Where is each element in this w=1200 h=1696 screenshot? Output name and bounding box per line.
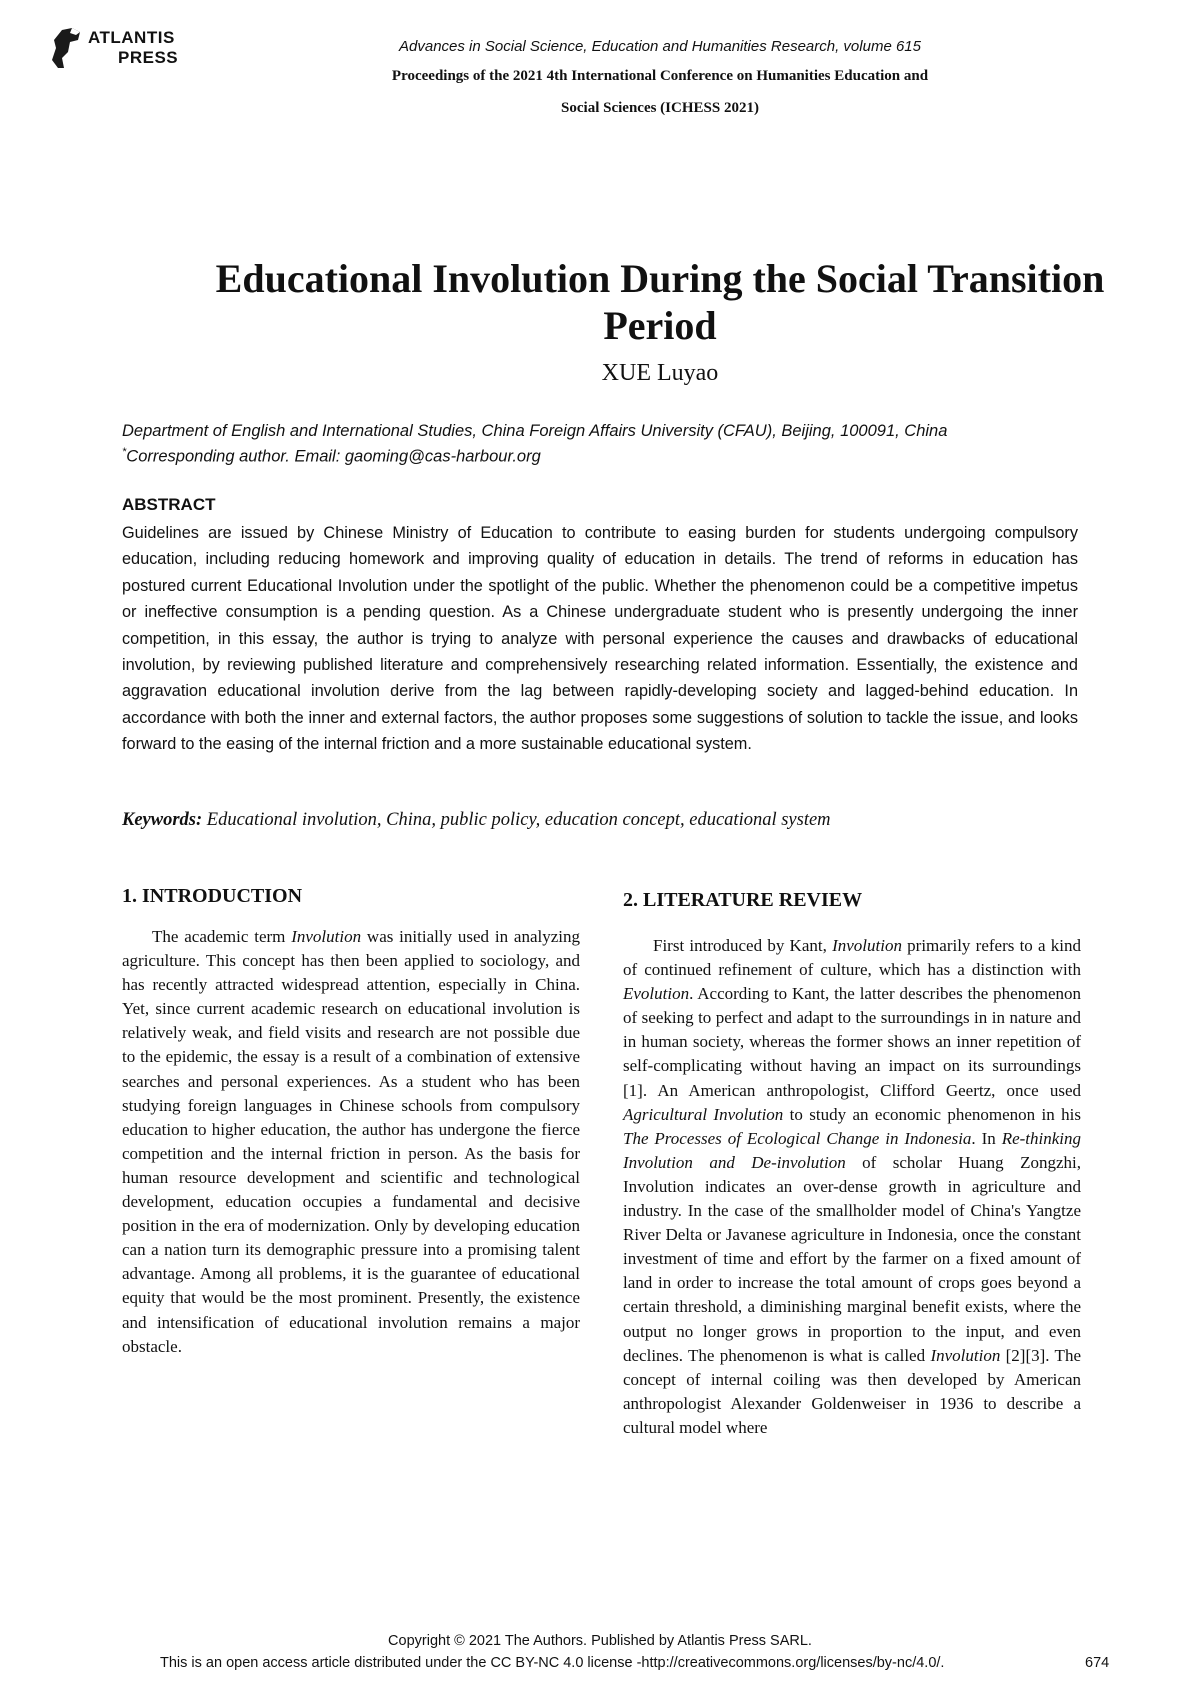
keywords-label: Keywords: [122,810,203,830]
logo-text-top: ATLANTIS [88,28,175,47]
copyright-notice: Copyright © 2021 The Authors. Published by Atlantis Press SARL. [388,1633,812,1649]
affiliation: Department of English and International Studies, China Foreign Affairs University (CFAU), Beijing, 100091, China [122,422,948,440]
proceedings-line-2: Social Sciences (ICHESS 2021) [561,100,759,116]
page-number: 674 [1085,1655,1110,1671]
corresponding-mark: * [122,446,127,458]
proceedings-line-1: Proceedings of the 2021 4th International Conference on Humanities Education and [391,68,929,84]
section-heading-introduction: 1. INTRODUCTION [122,885,303,907]
introduction-paragraph: The academic term Involution was initially used in analyzing agriculture. This concept has then been applied to sociology, and has recently attracted widespread attention, especially in China. Yet, since current academic research on educational involution is relatively weak, and field visits and research are not possible due to the epidemic, the essay is a result of a combination of extensive searches and personal experiences. As a student who has been studying foreign languages in Chinese schools from compulsory education to higher education, the author has undergone the fierce competition and the internal friction in person. As the basis for human resource development and scientific and technological development, education occupies a fundamental and decisive position in the era of modernization. Only by developing education can a nation turn its demographic pressure into a promising talent advantage. Among all problems, it is the guarantee of educational equity that would be the most prominent. Presently, the existence and intensification of educational involution remains a major obstacle. [122,927,580,1356]
corresponding-text: Corresponding author. Email: gaoming@cas-harbour.org [126,447,541,466]
literature-review-column [623,934,1081,1440]
corresponding-author [122,446,541,467]
license-notice: This is an open access article distributed under the CC BY-NC 4.0 license -http://creativecommons.org/licenses/by-nc/4.0/. [160,1655,945,1671]
paper-title-line-2: Period [603,303,717,348]
keywords [122,810,831,831]
keywords-text: Educational involution, China, public policy, education concept, educational system [206,810,831,830]
logo-text-bottom: PRESS [118,48,179,67]
introduction-column [122,925,580,1359]
abstract-text: Guidelines are issued by Chinese Ministry of Education to contribute to easing burden for students undergoing compulsory education, including reducing homework and improving quality of education in details. The trend of reforms in education has postured current Educational Involution under the spotlight of the public. Whether the phenomenon could be a competitive impetus or ineffective consumption is a pending question. As a Chinese undergraduate student who is presently undergoing the inner competition, in this essay, the author is trying to analyze with personal experience the causes and drawbacks of educational involution, by reviewing published literature and comprehensively researching related information. Essentially, the existence and aggravation educational involution derive from the lag between rapidly-developing society and lagged-behind education. In accordance with both the inner and external factors, the author proposes some suggestions of solution to tackle the issue, and looks forward to the easing of the internal friction and a more sustainable educational system. [122,524,1078,754]
paper-title-line-1: Educational Involution During the Social Transition [215,256,1105,301]
author-name: XUE Luyao [601,360,719,386]
literature-review-paragraph: First introduced by Kant, Involution primarily refers to a kind of continued refinement of culture, which has a distinction with Evolution. According to Kant, the latter describes the phenomenon of seeking to perfect and adapt to the surroundings in in nature and in human society, whereas the former shows an inner repetition of self-complicating without having an impact on its surroundings [1]. An American anthropologist, Clifford Geertz, once used Agricultural Involution to study an economic phenomenon in his The Processes of Ecological Change in Indonesia. In Re-thinking Involution and De-involution of scholar Huang Zongzhi, Involution indicates an over-dense growth in agriculture and industry. In the case of the smallholder model of China's Yangtze River Delta or Javanese agriculture in Indonesia, once the constant investment of time and effort by the farmer on a fixed amount of land in order to increase the total amount of crops goes beyond a certain threshold, a diminishing marginal benefit exists, where the output no longer grows in proportion to the input, and even declines. The phenomenon is what is called Involution [2][3]. The concept of internal coiling was then developed by American anthropologist Alexander Goldenweiser in 1936 to describe a cultural model where [623,936,1081,1437]
section-heading-literature-review: 2. LITERATURE REVIEW [623,889,863,911]
abstract-heading: ABSTRACT [122,495,216,514]
series-title: Advances in Social Science, Education and Humanities Research, volume 615 [399,38,921,55]
